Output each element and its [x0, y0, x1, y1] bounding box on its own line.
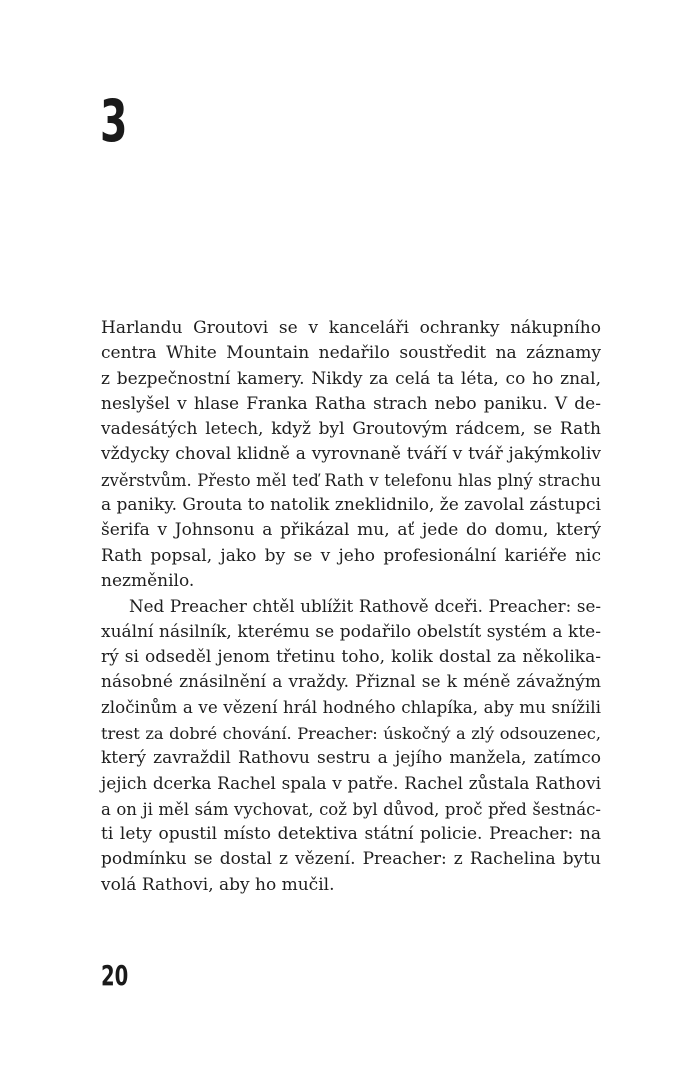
text-line: šerifa v Johnsonu a přikázal mu, ať jede do domu, který	[101, 520, 601, 541]
paragraph-2	[101, 594, 601, 898]
text-line: trest za dobré chování. Preacher: úskočný a zlý odsouzenec,	[101, 723, 601, 743]
text-line: Ned Preacher chtěl ublížit Rathově dceři. Preacher: se-	[129, 596, 601, 617]
text-line: centra White Mountain nedařilo soustředit na záznamy	[101, 343, 601, 364]
text-line: a on ji měl sám vychovat, což byl důvod, proč před šestnác-	[101, 799, 601, 819]
chapter-number: 3	[100, 87, 127, 155]
text-line: zvěrstvům. Přesto měl teď Rath v telefonu hlas plný strachu	[101, 470, 601, 490]
text-line: z bezpečnostní kamery. Nikdy za celá ta léta, co ho znal,	[101, 368, 601, 389]
text-line: vždycky choval klidně a vyrovnaně tváří v tvář jakýmkoliv	[101, 444, 601, 465]
text-line: rý si odseděl jenom třetinu toho, kolik dostal za několika-	[101, 646, 601, 667]
text-line: volá Rathovi, aby ho mučil.	[101, 874, 335, 895]
text-line: podmínku se dostal z vězení. Preacher: z Rachelina bytu	[101, 849, 601, 870]
text-line: vadesátých letech, když byl Groutovým rádcem, se Rath	[101, 419, 601, 440]
text-line: který zavraždil Rathovu sestru a jejího manžela, zatímco	[101, 748, 601, 769]
text-line: zločinům a ve vězení hrál hodného chlapíka, aby mu snížili	[101, 697, 601, 718]
text-line: xuální násilník, kterému se podařilo obelstít systém a kte-	[101, 621, 601, 642]
text-line: a paniky. Grouta to natolik zneklidnilo, že zavolal zástupci	[101, 495, 601, 516]
text-line: Harlandu Groutovi se v kanceláři ochranky nákupního	[101, 318, 601, 338]
text-line: neslyšel v hlase Franka Ratha strach nebo paniku. V de-	[101, 393, 601, 414]
text-line: násobné znásilnění a vraždy. Přiznal se k méně závažným	[101, 672, 601, 693]
text-line: ti lety opustil místo detektiva státní policie. Preacher: na	[101, 823, 601, 844]
body-text	[101, 316, 601, 898]
text-line: jejich dcerka Rachel spala v patře. Rachel zůstala Rathovi	[101, 773, 601, 794]
page-number: 20	[101, 959, 129, 992]
text-line: nezměnilo.	[101, 570, 195, 591]
paragraph-1	[101, 316, 601, 594]
text-line: Rath popsal, jako by se v jeho profesionální kariéře nic	[101, 545, 601, 566]
